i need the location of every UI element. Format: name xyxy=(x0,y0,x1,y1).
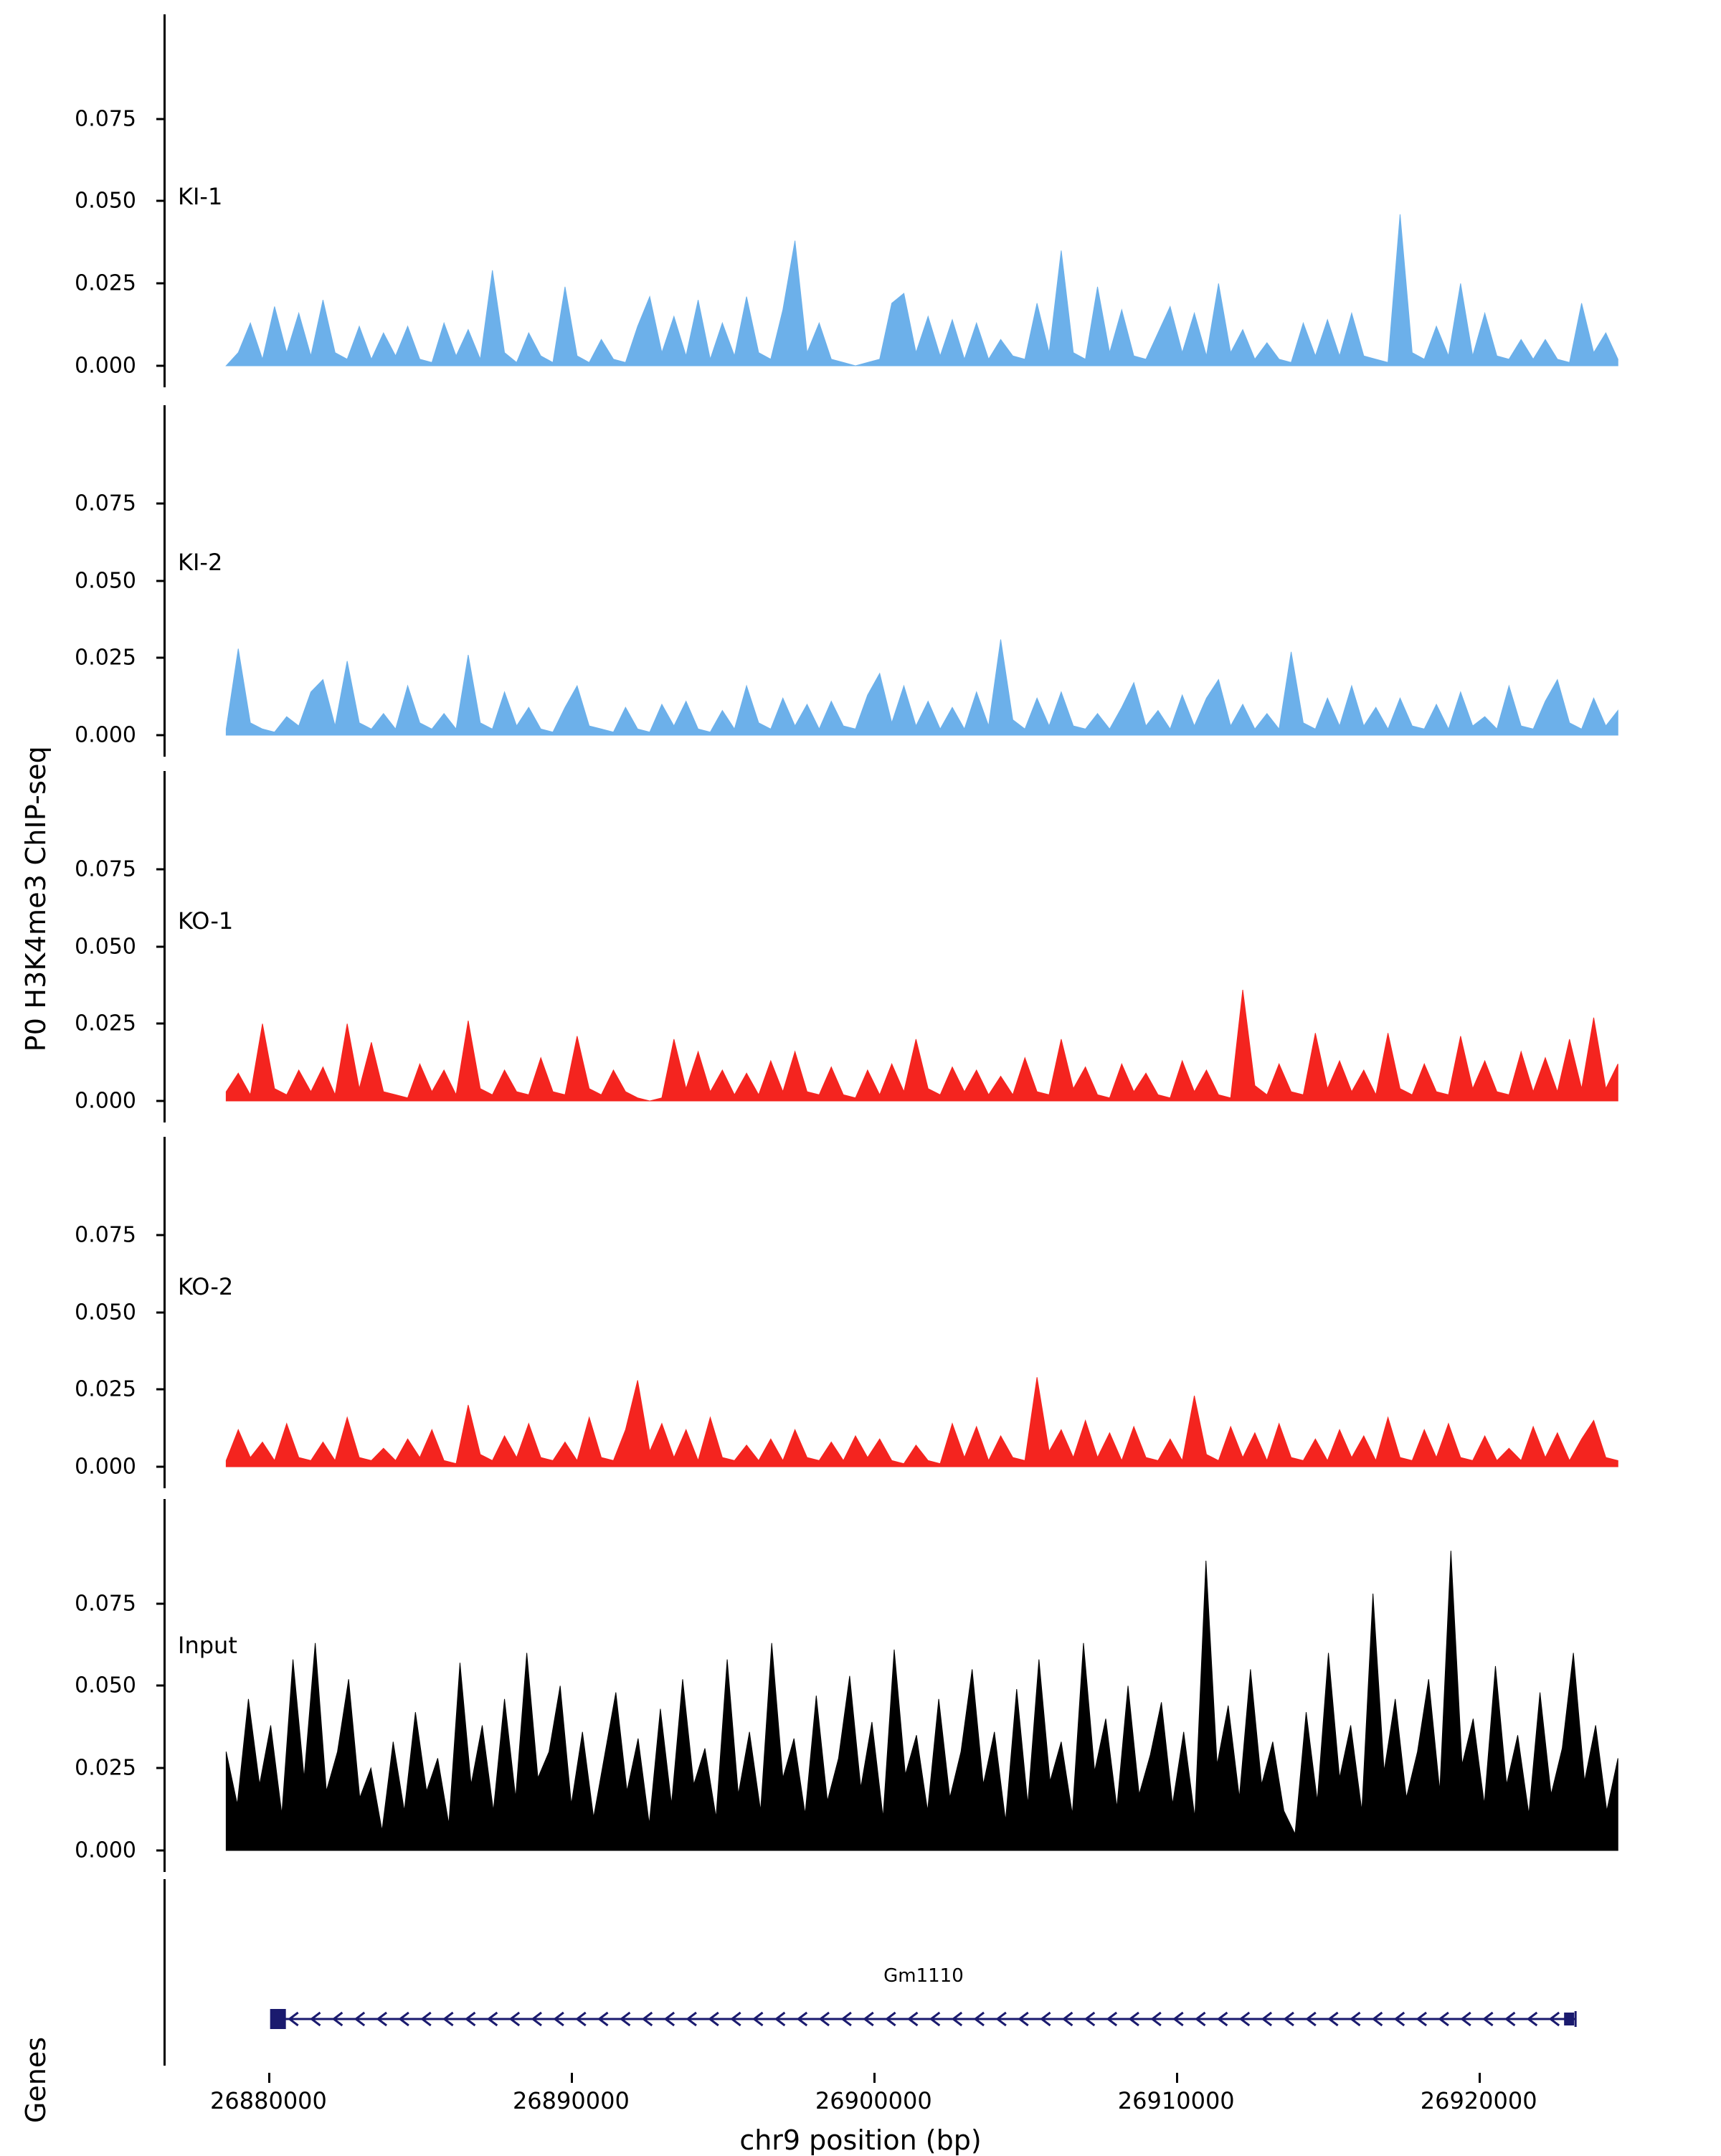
x-tick-label: 26910000 xyxy=(1117,2087,1235,2114)
track-input xyxy=(0,1499,1721,1872)
y-tick-label: 0.025 xyxy=(75,1376,136,1402)
y-tick-label: 0.050 xyxy=(75,568,136,594)
y-tick-mark xyxy=(156,1466,165,1468)
y-tick-mark xyxy=(156,1023,165,1025)
x-axis xyxy=(0,2073,1721,2156)
track-label-ki-2: KI-2 xyxy=(178,549,223,576)
track-label-ki-1: KI-1 xyxy=(178,183,223,210)
signal-area xyxy=(166,405,1721,757)
y-tick-label: 0.000 xyxy=(75,1088,136,1114)
x-tick-label: 26880000 xyxy=(210,2087,327,2114)
signal-area xyxy=(166,1137,1721,1488)
y-tick-mark xyxy=(156,1767,165,1769)
y-tick-label: 0.075 xyxy=(75,106,136,132)
y-tick-mark xyxy=(156,1602,165,1604)
y-axis-title: P0 H3K4me3 ChIP-seq xyxy=(20,746,52,1052)
y-tick-mark xyxy=(156,1389,165,1391)
y-tick-label: 0.025 xyxy=(75,1011,136,1036)
y-tick-group xyxy=(0,771,163,1122)
y-tick-mark xyxy=(156,945,165,947)
y-tick-label: 0.075 xyxy=(75,1591,136,1617)
track-ki-2 xyxy=(0,405,1721,757)
x-tick-label: 26920000 xyxy=(1420,2087,1537,2114)
y-tick-mark xyxy=(156,1850,165,1852)
y-tick-label: 0.025 xyxy=(75,1755,136,1781)
y-tick-mark xyxy=(156,283,165,285)
track-label-input: Input xyxy=(178,1632,237,1659)
y-tick-label: 0.000 xyxy=(75,1454,136,1480)
y-tick-mark xyxy=(156,118,165,120)
y-tick-group xyxy=(0,1137,163,1488)
x-tick-label: 26900000 xyxy=(815,2087,932,2114)
signal-area xyxy=(166,14,1721,387)
x-tick-mark xyxy=(1479,2073,1481,2083)
x-tick-mark xyxy=(571,2073,573,2083)
y-tick-mark xyxy=(156,1100,165,1102)
y-tick-mark xyxy=(156,1311,165,1313)
x-tick-mark xyxy=(1176,2073,1178,2083)
y-tick-group xyxy=(0,14,163,387)
y-tick-label: 0.000 xyxy=(75,722,136,748)
genes-axis-title: Genes xyxy=(20,2037,52,2124)
y-tick-group xyxy=(0,1499,163,1872)
x-tick-mark xyxy=(268,2073,270,2083)
x-axis-title: chr9 position (bp) xyxy=(739,2124,982,2156)
track-label-ko-1: KO-1 xyxy=(178,907,234,935)
y-tick-mark xyxy=(156,1234,165,1237)
y-tick-label: 0.075 xyxy=(75,1222,136,1248)
y-tick-mark xyxy=(156,365,165,367)
signal-area xyxy=(166,1499,1721,1872)
y-tick-mark xyxy=(156,580,165,582)
y-tick-label: 0.050 xyxy=(75,1673,136,1698)
y-tick-mark xyxy=(156,503,165,505)
y-tick-label: 0.075 xyxy=(75,491,136,516)
y-tick-mark xyxy=(156,200,165,202)
y-tick-label: 0.025 xyxy=(75,270,136,296)
signal-area xyxy=(166,771,1721,1122)
track-ki-1 xyxy=(0,14,1721,387)
y-tick-mark xyxy=(156,734,165,737)
y-tick-mark xyxy=(156,1685,165,1687)
track-label-ko-2: KO-2 xyxy=(178,1273,234,1300)
y-tick-mark xyxy=(156,657,165,659)
y-tick-mark xyxy=(156,869,165,871)
y-tick-label: 0.050 xyxy=(75,1300,136,1325)
track-ko-1 xyxy=(0,771,1721,1122)
gene-label: Gm1110 xyxy=(883,1965,964,1987)
y-tick-label: 0.050 xyxy=(75,934,136,960)
x-tick-mark xyxy=(873,2073,876,2083)
y-tick-label: 0.050 xyxy=(75,188,136,214)
y-tick-label: 0.025 xyxy=(75,645,136,671)
genes-panel xyxy=(0,1879,1721,2066)
track-ko-2 xyxy=(0,1137,1721,1488)
y-tick-label: 0.075 xyxy=(75,856,136,882)
y-tick-group xyxy=(0,405,163,757)
x-tick-label: 26890000 xyxy=(512,2087,630,2114)
y-tick-label: 0.000 xyxy=(75,353,136,379)
y-tick-label: 0.000 xyxy=(75,1838,136,1863)
